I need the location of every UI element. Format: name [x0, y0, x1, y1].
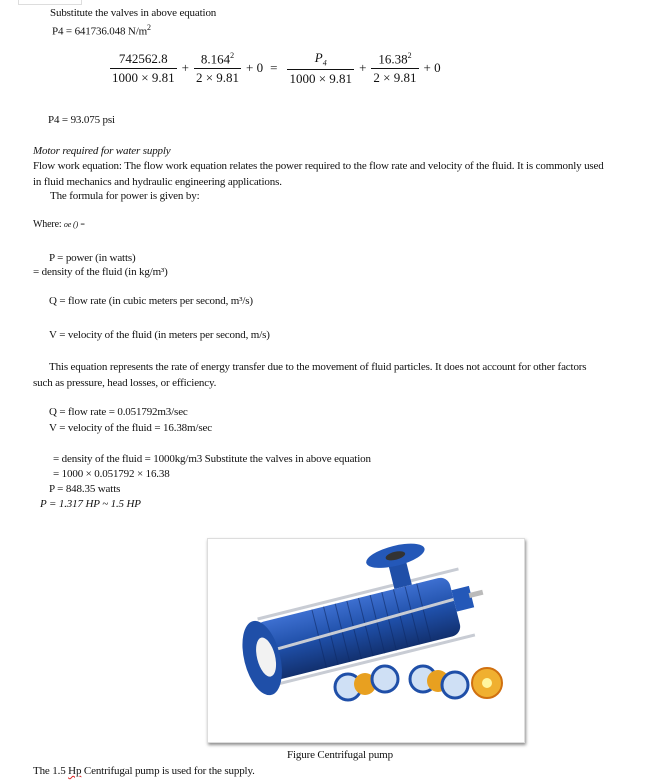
where-label: Where: [33, 219, 62, 230]
power-hp: P = 1.317 HP ~ 1.5 HP [40, 498, 141, 510]
definition-flow-rate: Q = flow rate (in cubic meters per second, m³/s) [49, 295, 253, 307]
fraction [371, 51, 418, 86]
figure-caption: Figure Centrifugal pump [287, 749, 393, 761]
flow-work-line-1: Flow work equation: The flow work equation relates the power required to the flow rate and velocity of the fluid. It is commonly used [33, 160, 604, 172]
denominator: 1000 × 9.81 [112, 69, 175, 85]
definition-power: P = power (in watts) [49, 252, 136, 264]
spellcheck-word[interactable]: Hp [68, 765, 82, 777]
explain-line-1: This equation represents the rate of energy transfer due to the movement of fluid particles. It does not account for other factors [49, 361, 587, 373]
denominator: 2 × 9.81 [195, 69, 240, 85]
impellers [335, 666, 502, 700]
numerator [376, 51, 413, 68]
density-value: = density of the fluid = 1000kg/m3 Substitute the valves in above equation [53, 453, 371, 465]
p4-psi: P4 = 93.075 psi [48, 114, 115, 126]
final-sentence [33, 765, 255, 778]
where-expression: oe () = [63, 220, 86, 229]
denominator: 2 × 9.81 [373, 69, 417, 85]
flow-rate-value: Q = flow rate = 0.051792m3/sec [49, 406, 188, 418]
p4-pressure [52, 21, 151, 39]
velocity-value: V = velocity of the fluid = 16.38m/sec [49, 422, 212, 434]
product-line: = 1000 × 0.051792 × 16.38 [53, 468, 170, 480]
pump-figure [207, 538, 525, 743]
centrifugal-pump-image [208, 539, 524, 742]
power-watts: P = 848.35 watts [49, 483, 121, 495]
exponent: 2 [407, 50, 412, 60]
bernoulli-equation [108, 50, 444, 87]
p4-pressure-text: P4 = 641736.048 N/m [52, 25, 148, 38]
plus: + [359, 60, 367, 76]
equals: = [270, 60, 278, 76]
substitute-line: Substitute the valves in above equation [50, 7, 217, 19]
numerator-text: 16.38 [378, 50, 408, 66]
previous-page-edge [18, 0, 82, 5]
denominator: 1000 × 9.81 [289, 70, 353, 86]
subscript: 4 [322, 58, 327, 68]
final-text-pre: The 1.5 [33, 765, 69, 777]
p4-pressure-sup: 2 [147, 23, 151, 32]
motor-heading: Motor required for water supply [33, 145, 171, 157]
fraction [110, 51, 177, 86]
numerator-text: P [314, 50, 323, 65]
fraction [194, 51, 241, 86]
exponent: 2 [230, 50, 235, 60]
numerator [313, 50, 329, 69]
numerator-text: 8.164 [200, 50, 231, 66]
final-text-post: Centrifugal pump is used for the supply. [81, 765, 255, 777]
numerator: 742562.8 [118, 50, 168, 66]
flow-work-line-2: in fluid mechanics and hydraulic engineering applications. [33, 176, 282, 188]
plus: + [181, 60, 189, 76]
where-line [33, 218, 85, 231]
formula-intro: The formula for power is given by: [50, 190, 200, 202]
plus-zero: + 0 [423, 60, 441, 76]
plus-zero: + 0 [246, 60, 264, 76]
fraction [287, 50, 354, 87]
numerator [199, 51, 236, 68]
explain-line-2: such as pressure, head losses, or efficiency. [33, 377, 217, 389]
definition-velocity: V = velocity of the fluid (in meters per second, m/s) [49, 329, 270, 341]
definition-density: = density of the fluid (in kg/m³) [33, 266, 168, 278]
